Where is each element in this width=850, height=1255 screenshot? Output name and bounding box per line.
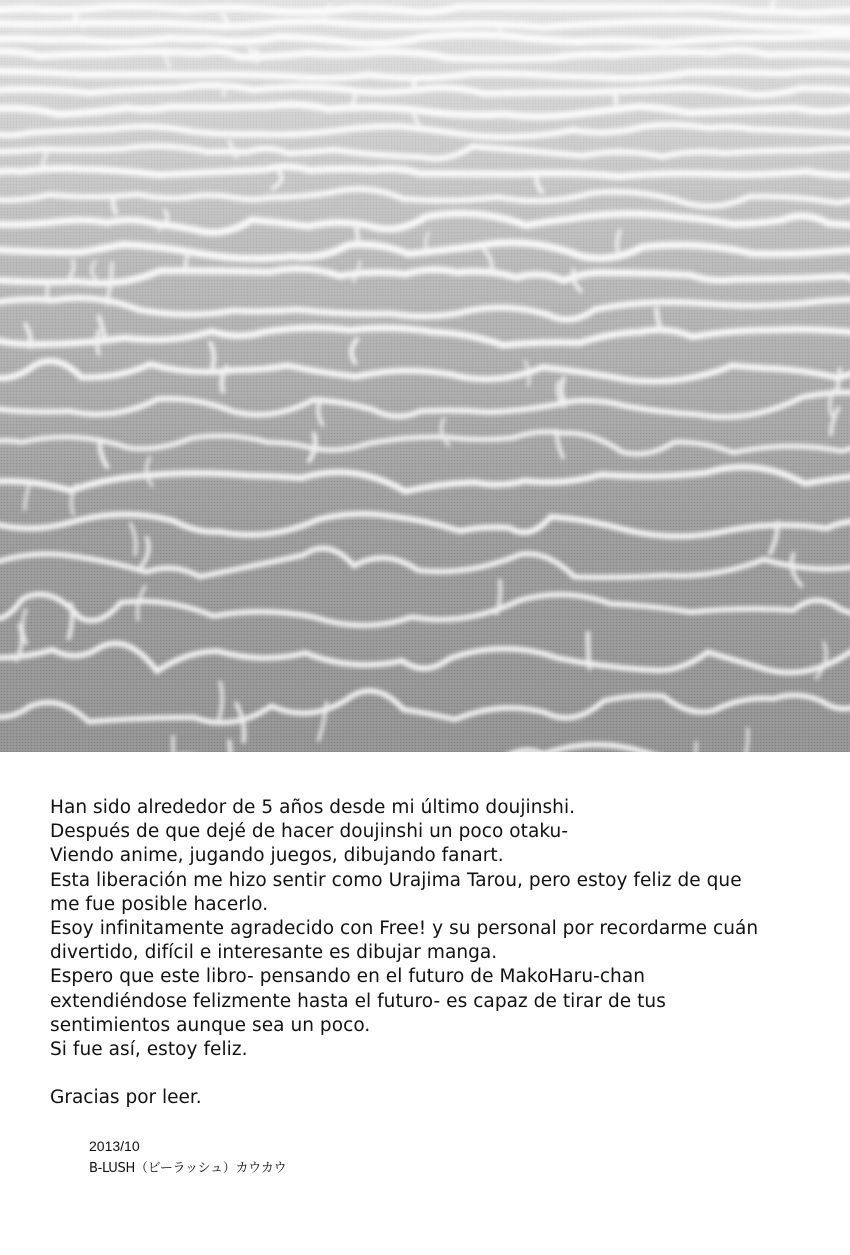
afterword-line: Esta liberación me hizo sentir como Urajima Tarou, pero estoy feliz de que <box>50 869 742 891</box>
afterword-line: Si fue así, estoy feliz. <box>50 1039 248 1061</box>
date-stamp: 2013/10 <box>89 1138 140 1154</box>
author-signature: B-LUSH（ビーラッシュ）カウカウ <box>89 1161 287 1176</box>
afterword-line: Han sido alrededor de 5 años desde mi último doujinshi. <box>50 797 576 818</box>
closing-thanks: Gracias por leer. <box>50 1087 202 1108</box>
afterword-line: extendiéndose felizmente hasta el futuro- es capaz de tirar de tus <box>50 990 666 1012</box>
afterword-line: Después de que dejé de hacer doujinshi un poco otaku- <box>50 821 569 843</box>
afterword-line: Espero que este libro- pensando en el futuro de MakoHaru-chan <box>50 966 645 988</box>
afterword-line: divertido, difícil e interesante es dibujar manga. <box>50 942 498 964</box>
afterword-line: Viendo anime, jugando juegos, dibujando fanart. <box>50 845 504 867</box>
afterword-line: sentimientos aunque sea un poco. <box>50 1014 371 1036</box>
afterword-text <box>50 796 820 1062</box>
afterword-line: Esoy infinitamente agradecido con Free! y su personal por recordarme cuán <box>50 918 759 940</box>
afterword-line: me fue posible hacerlo. <box>50 893 269 915</box>
